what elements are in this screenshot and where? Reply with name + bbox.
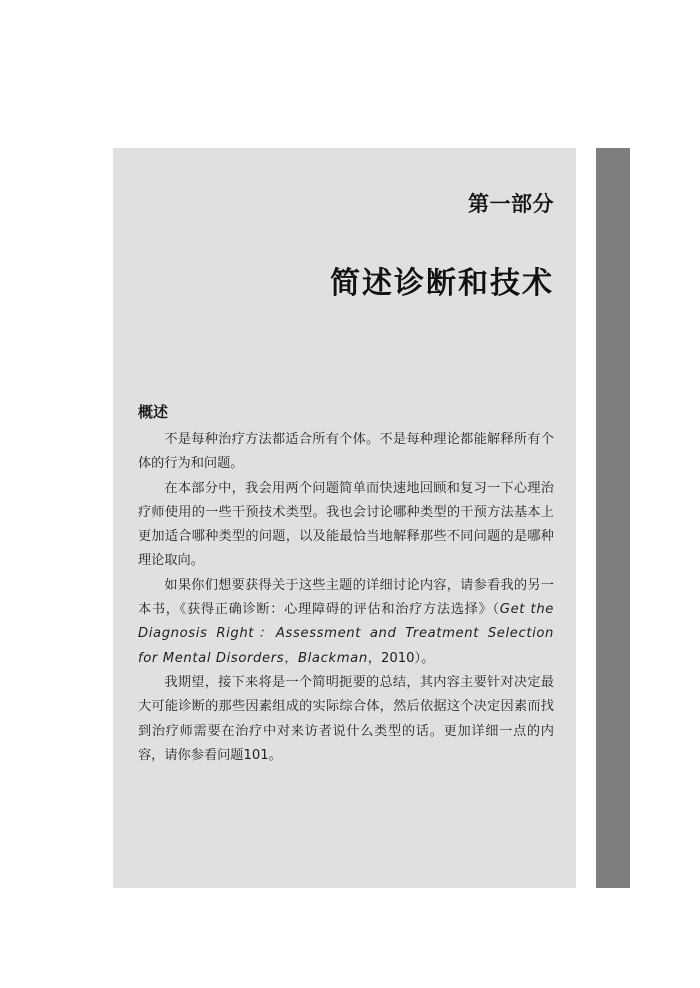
paragraph-1: 不是每种治疗方法都适合所有个体。不是每种理论都能解释所有个体的行为和问题。: [138, 432, 554, 472]
paragraph-3: [138, 574, 554, 671]
section-heading: 概述: [138, 403, 169, 421]
paragraph-2: 在本部分中，我会用两个问题简单而快速地回顾和复习一下心理治疗师使用的一些干预技术类型。我也会讨论哪种类型的干预方法基本上更加适合哪种类型的问题，以及能最恰当地解释那些不同问题的是哪种理论取向。: [138, 480, 554, 569]
paragraph-3-text-before: 如果你们想要获得关于这些主题的详细讨论内容，请参看我的另一本书，《获得正确诊断：心理障碍的评估和治疗方法选择》（: [138, 577, 554, 618]
book-title-english: Get the Diagnosis Right：Assessment and Treatment Selection for Mental Disorders，Blackman: [138, 602, 554, 666]
body-text: [138, 428, 554, 768]
paragraph-4: 我期望，接下来将是一个简明扼要的总结，其内容主要针对决定最大可能诊断的那些因素组成的实际综合体，然后依据这个决定因素而找到治疗师需要在治疗中对来访者说什么类型的话。更加详细一点的内容，请你参看问题101。: [138, 674, 554, 763]
paragraph-3-text-after: ，2010）。: [367, 650, 435, 666]
part-label: 第一部分: [468, 192, 554, 216]
part-title: 简述诊断和技术: [330, 266, 554, 301]
chapter-side-tab: [596, 148, 630, 888]
chapter-panel: [113, 148, 576, 888]
